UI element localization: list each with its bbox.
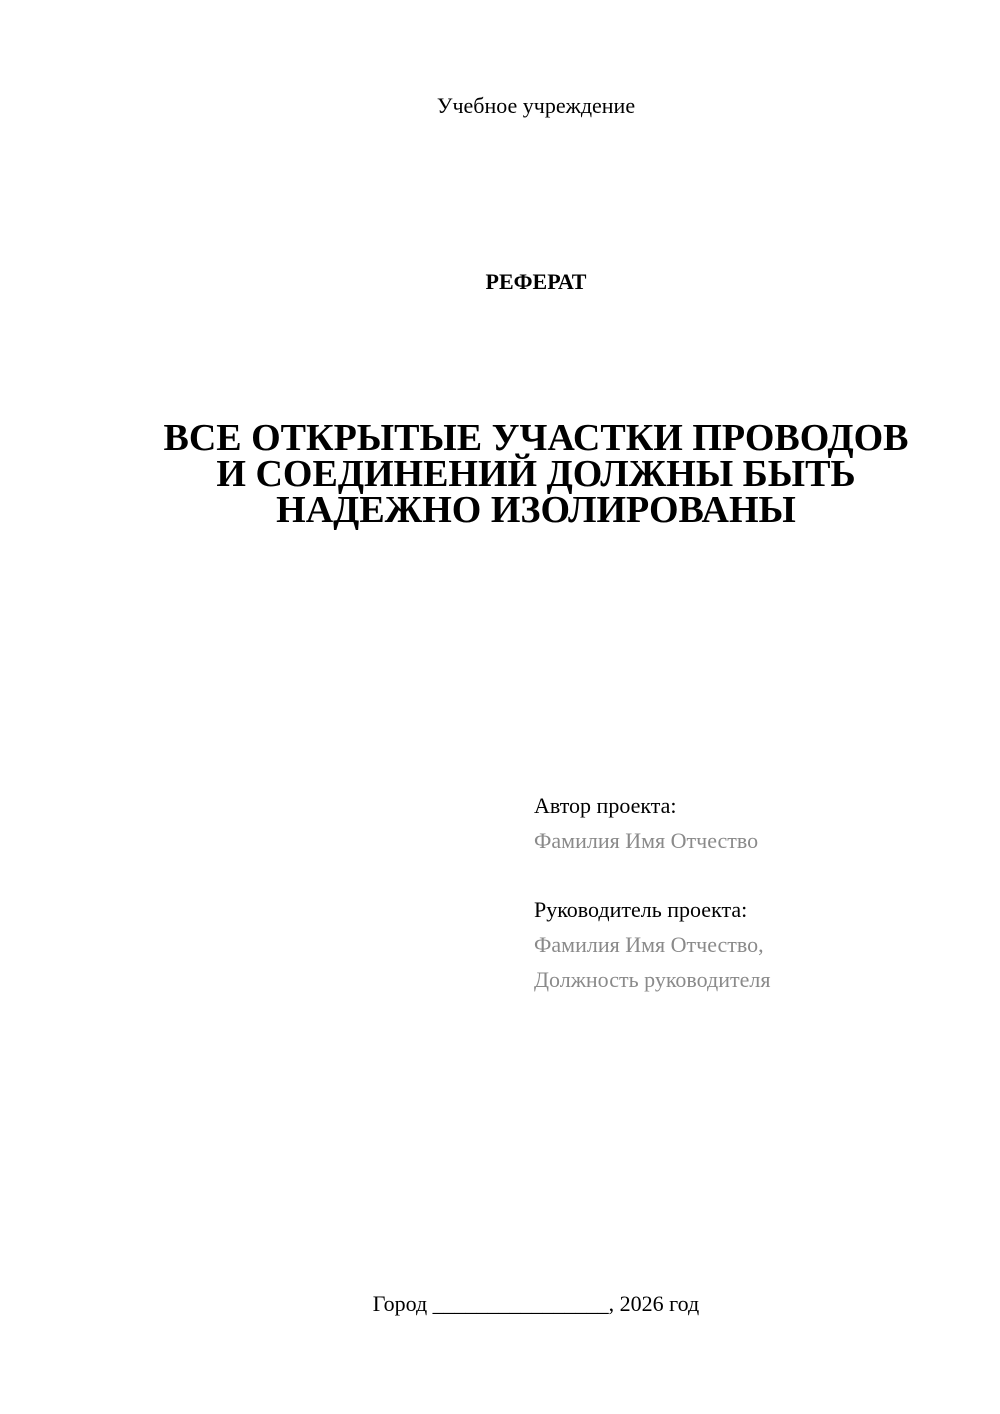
institution-name: Учебное учреждение (436, 93, 636, 118)
credits-block (534, 788, 974, 997)
supervisor-position: Должность руководителя (534, 967, 771, 992)
author-label: Автор проекта: (534, 793, 677, 818)
document-title-line: НАДЕЖНО ИЗОЛИРОВАНЫ (276, 489, 796, 531)
city-year-line: Город ________________, 2026 год (372, 1291, 700, 1316)
supervisor-label: Руководитель проекта: (534, 897, 748, 922)
document-type: РЕФЕРАТ (485, 269, 587, 294)
document-title-line: ВСЕ ОТКРЫТЫЕ УЧАСТКИ ПРОВОДОВ (163, 417, 909, 459)
document-title-line: И СОЕДИНЕНИЙ ДОЛЖНЫ БЫТЬ (216, 453, 856, 495)
document-title (100, 417, 972, 531)
supervisor-name: Фамилия Имя Отчество, (534, 932, 764, 957)
author-name: Фамилия Имя Отчество (534, 828, 759, 853)
credits-spacer (534, 858, 974, 892)
